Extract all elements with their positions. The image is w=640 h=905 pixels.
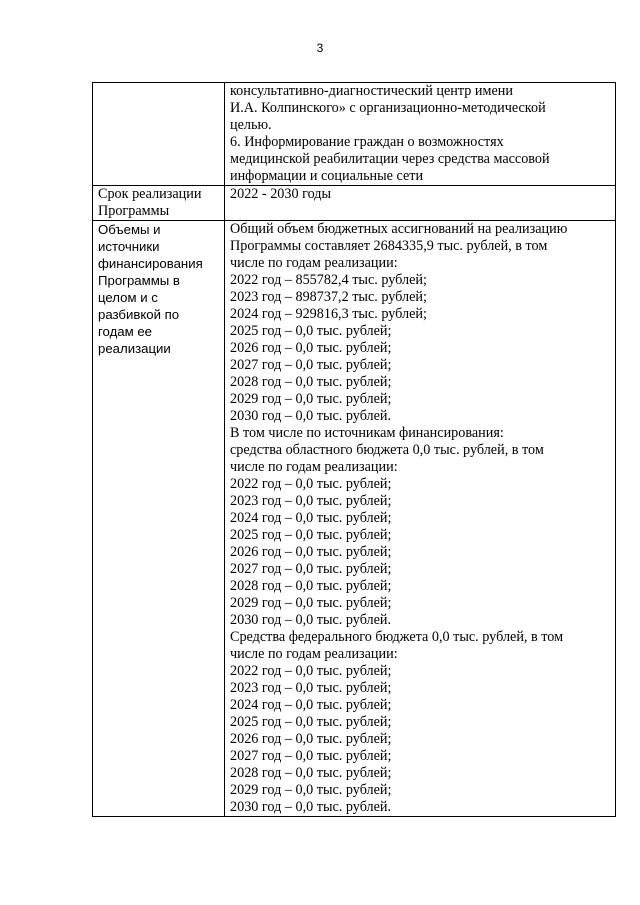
- table-row: [93, 83, 616, 186]
- value-line: числе по годам реализации:: [230, 646, 398, 662]
- table-row: [93, 186, 616, 221]
- value-line: медицинской реабилитации через средства массовой: [230, 151, 550, 167]
- label-line: разбивкой по: [98, 307, 180, 322]
- value-line: 2027 год – 0,0 тыс. рублей;: [230, 561, 392, 577]
- value-line: 2029 год – 0,0 тыс. рублей;: [230, 391, 392, 407]
- value-line: 2024 год – 929816,3 тыс. рублей;: [230, 306, 427, 322]
- value-line: 2026 год – 0,0 тыс. рублей;: [230, 340, 392, 356]
- value-line: 2030 год – 0,0 тыс. рублей.: [230, 612, 392, 628]
- value-line: В том числе по источникам финансирования:: [230, 425, 504, 441]
- value-cell: [225, 186, 616, 221]
- label-line: годам ее: [98, 324, 152, 339]
- label-line: Объемы и: [98, 222, 161, 237]
- value-line: консультативно-диагностический центр имени: [230, 83, 513, 99]
- value-line: 2023 год – 898737,2 тыс. рублей;: [230, 289, 427, 305]
- value-line: 2023 год – 0,0 тыс. рублей;: [230, 680, 392, 696]
- value-line: 2022 год – 855782,4 тыс. рублей;: [230, 272, 427, 288]
- value-line: 2029 год – 0,0 тыс. рублей;: [230, 595, 392, 611]
- value-line: числе по годам реализации:: [230, 255, 398, 271]
- value-line: 2030 год – 0,0 тыс. рублей.: [230, 408, 392, 424]
- value-line: 2027 год – 0,0 тыс. рублей;: [230, 357, 392, 373]
- label-line: источники: [98, 239, 160, 254]
- value-line: Средства федерального бюджета 0,0 тыс. рублей, в том: [230, 629, 564, 645]
- label-line: Программы в: [98, 273, 180, 288]
- value-line: 2025 год – 0,0 тыс. рублей;: [230, 323, 392, 339]
- label-cell: [93, 83, 225, 186]
- label-line: Программы: [98, 203, 170, 219]
- label-cell: [93, 221, 225, 817]
- value-line: 2028 год – 0,0 тыс. рублей;: [230, 374, 392, 390]
- program-passport-table: [92, 82, 616, 817]
- label-line: реализации: [98, 341, 171, 356]
- label-line: Срок реализации: [98, 186, 202, 202]
- value-line: Общий объем бюджетных ассигнований на реализацию: [230, 221, 568, 237]
- value-line: 2022 - 2030 годы: [230, 186, 332, 202]
- value-line: 2028 год – 0,0 тыс. рублей;: [230, 578, 392, 594]
- value-line: 2028 год – 0,0 тыс. рублей;: [230, 765, 392, 781]
- value-line: 2022 год – 0,0 тыс. рублей;: [230, 663, 392, 679]
- value-line: И.А. Колпинского» с организационно-методической: [230, 100, 546, 116]
- label-line: целом и с: [98, 290, 158, 305]
- table-row: [93, 221, 616, 817]
- value-line: 2025 год – 0,0 тыс. рублей;: [230, 527, 392, 543]
- value-line: 2025 год – 0,0 тыс. рублей;: [230, 714, 392, 730]
- value-line: 2024 год – 0,0 тыс. рублей;: [230, 510, 392, 526]
- value-line: 2024 год – 0,0 тыс. рублей;: [230, 697, 392, 713]
- value-line: информации и социальные сети: [230, 168, 424, 184]
- value-line: 2026 год – 0,0 тыс. рублей;: [230, 731, 392, 747]
- value-cell: [225, 83, 616, 186]
- value-line: 6. Информирование граждан о возможностях: [230, 134, 504, 150]
- value-cell: [225, 221, 616, 817]
- value-line: 2030 год – 0,0 тыс. рублей.: [230, 799, 392, 815]
- label-cell: [93, 186, 225, 221]
- value-line: 2029 год – 0,0 тыс. рублей;: [230, 782, 392, 798]
- value-line: 2026 год – 0,0 тыс. рублей;: [230, 544, 392, 560]
- page-number: 3: [316, 41, 324, 55]
- value-line: средства областного бюджета 0,0 тыс. рублей, в том: [230, 442, 544, 458]
- value-line: целью.: [230, 117, 272, 133]
- value-line: 2023 год – 0,0 тыс. рублей;: [230, 493, 392, 509]
- value-line: 2027 год – 0,0 тыс. рублей;: [230, 748, 392, 764]
- value-line: Программы составляет 2684335,9 тыс. рублей, в том: [230, 238, 548, 254]
- value-line: числе по годам реализации:: [230, 459, 398, 475]
- value-line: 2022 год – 0,0 тыс. рублей;: [230, 476, 392, 492]
- label-line: финансирования: [98, 256, 203, 271]
